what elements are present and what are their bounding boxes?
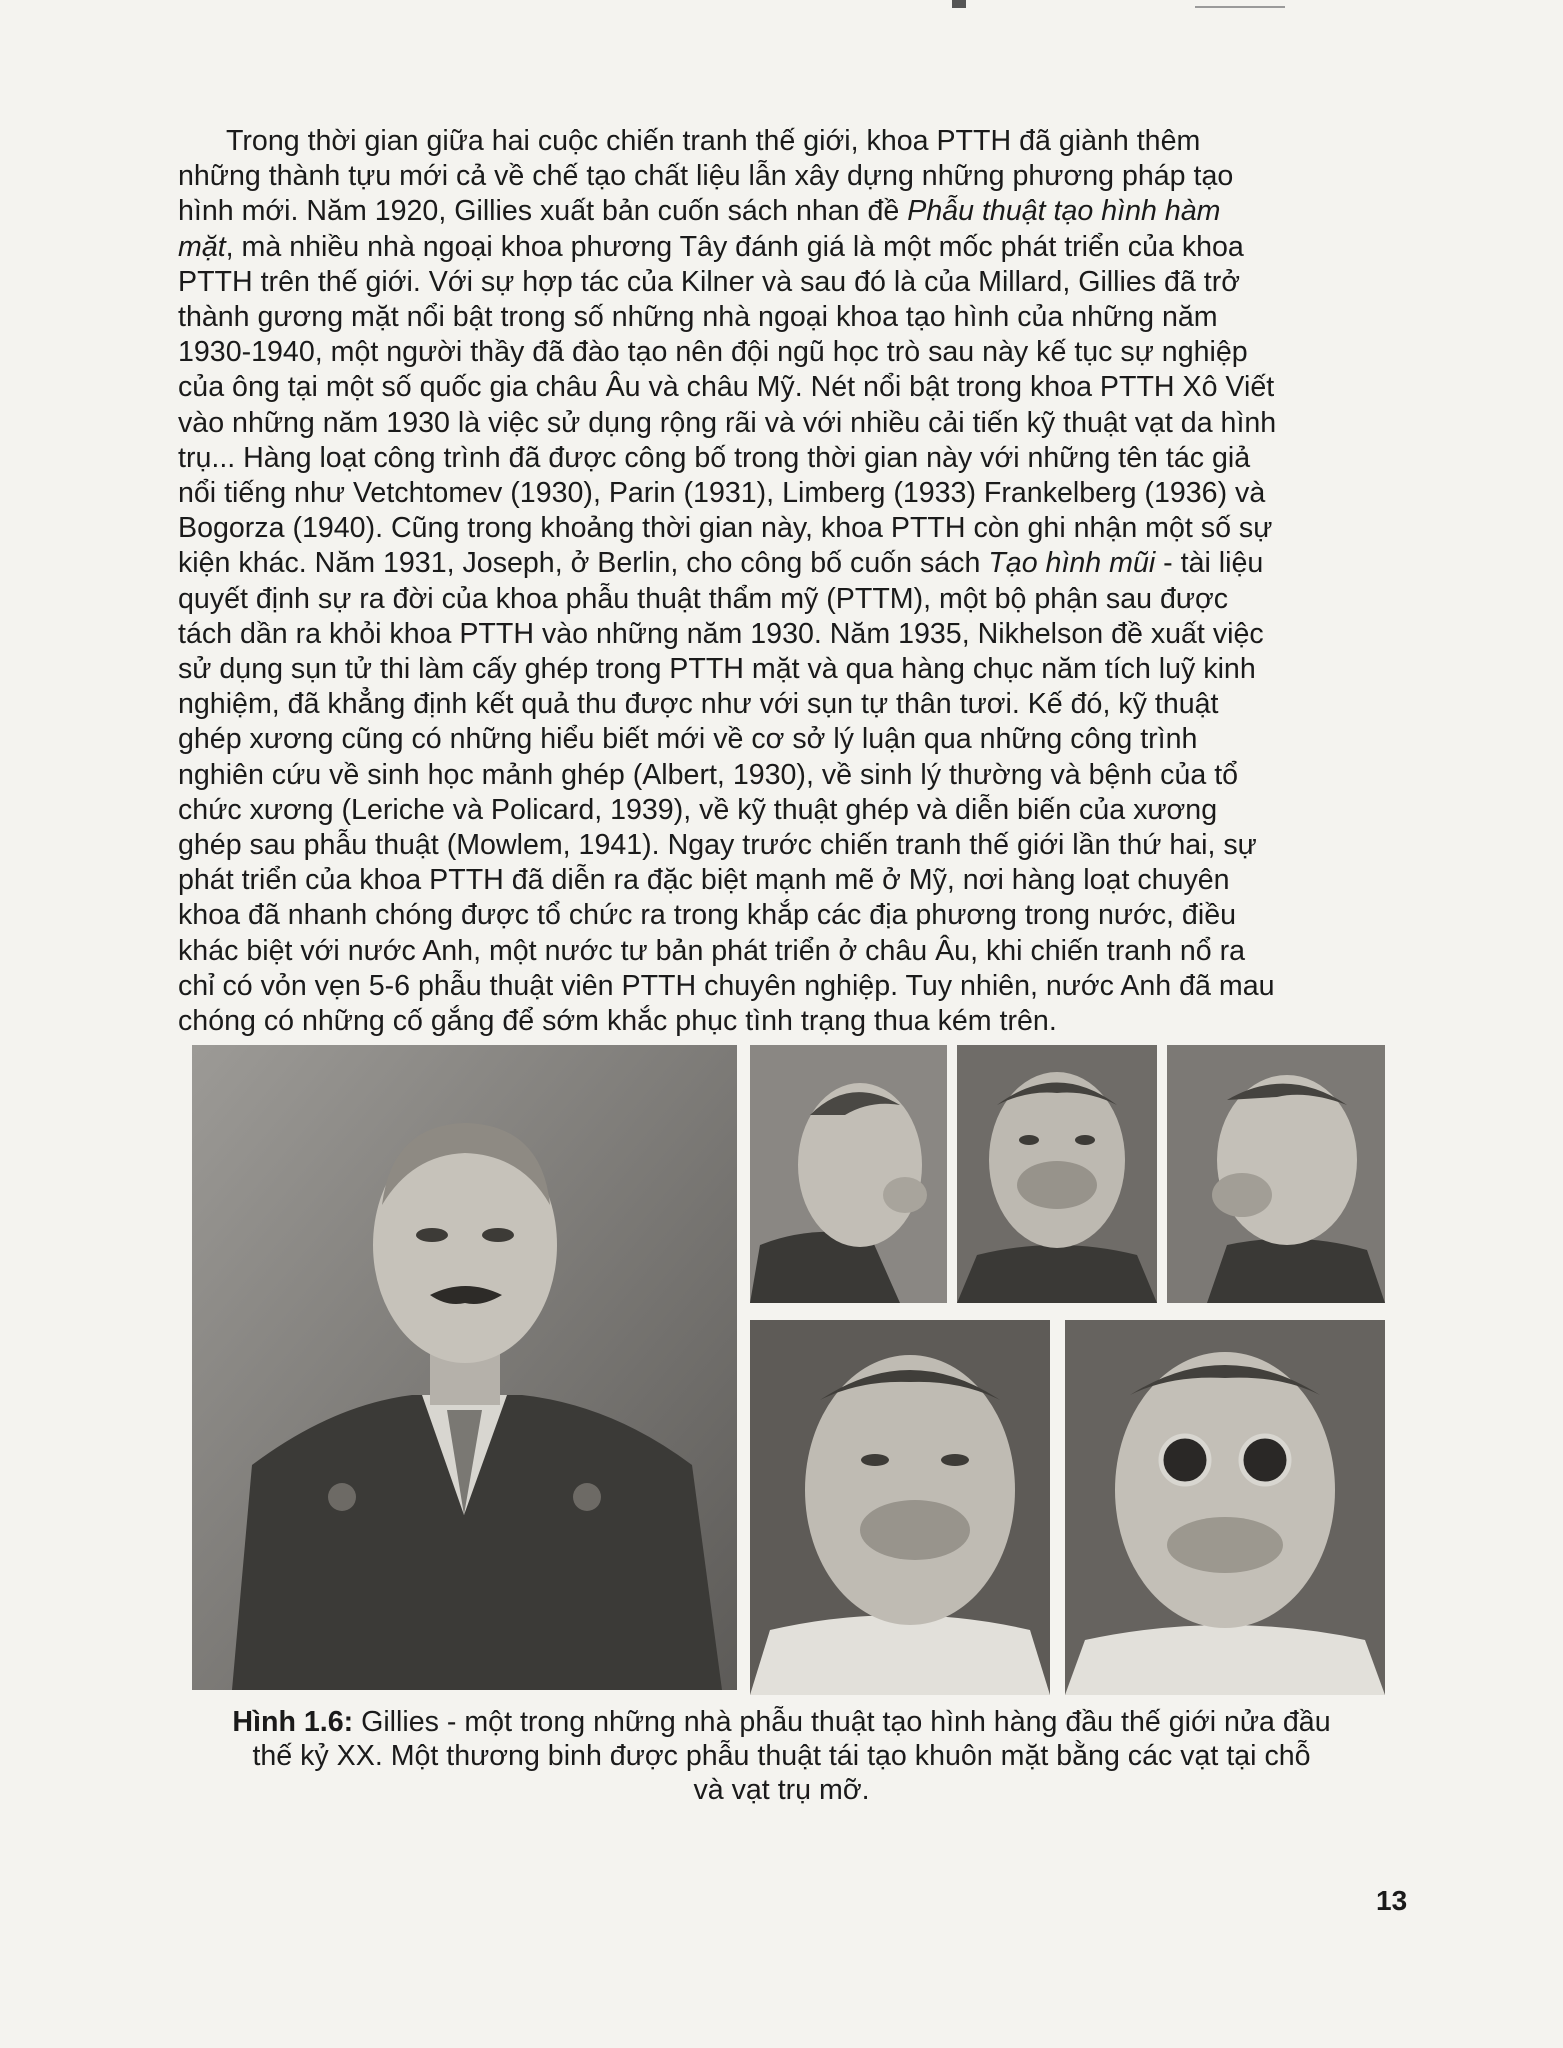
text-line: thành gương mặt nổi bật trong số những nhà ngoại khoa tạo hình của những năm bbox=[178, 301, 1218, 334]
text-line: khác biệt với nước Anh, một nước tư bản phát triển ở châu Âu, khi chiến tranh nổ ra bbox=[178, 934, 1246, 967]
text-line bbox=[178, 546, 1408, 581]
patient-photo-profile-left bbox=[1167, 1045, 1385, 1303]
patient-photo-front bbox=[957, 1045, 1157, 1303]
text-line: quyết định sự ra đời của khoa phẫu thuật thẩm mỹ (PTTM), một bộ phận sau được bbox=[178, 582, 1229, 615]
text-line: khoa đã nhanh chóng được tổ chức ra trong khắp các địa phương trong nước, điều bbox=[178, 899, 1236, 932]
text-line: chức xương (Leriche và Policard, 1939), về kỹ thuật ghép và diễn biến của xương bbox=[178, 793, 1218, 826]
text-run: , mà nhiều nhà ngoại khoa phương Tây đánh giá là một mốc phát triển của khoa bbox=[225, 230, 1244, 263]
scan-artifact bbox=[1195, 6, 1285, 8]
text-line: sử dụng sụn tử thi làm cấy ghép trong PTTH mặt và qua hàng chục năm tích luỹ kinh bbox=[178, 653, 1256, 686]
caption-text: thế kỷ XX. Một thương binh được phẫu thuật tái tạo khuôn mặt bằng các vạt tại chỗ bbox=[252, 1740, 1311, 1772]
text-line: Bogorza (1940). Cũng trong khoảng thời gian này, khoa PTTH còn ghi nhận một số sự bbox=[178, 512, 1273, 545]
text-line: nghiên cứu về sinh học mảnh ghép (Albert, 1930), về sinh lý thường và bệnh của tổ bbox=[178, 758, 1239, 791]
figure-1-6 bbox=[192, 1045, 1385, 1695]
body-paragraph bbox=[178, 124, 1408, 1039]
patient-photo-result-1 bbox=[750, 1320, 1050, 1695]
text-line: tách dần ra khỏi khoa PTTH vào những năm 1930. Năm 1935, Nikhelson đề xuất việc bbox=[178, 617, 1264, 650]
text-line: chỉ có vỏn vẹn 5-6 phẫu thuật viên PTTH chuyên nghiệp. Tuy nhiên, nước Anh đã mau bbox=[178, 969, 1275, 1002]
text-line: PTTH trên thế giới. Với sự hợp tác của Kilner và sau đó là của Millard, Gillies đã trở bbox=[178, 265, 1240, 298]
text-line: chóng có những cố gắng để sớm khắc phục tình trạng thua kém trên. bbox=[178, 1005, 1057, 1038]
text-line: ghép sau phẫu thuật (Mowlem, 1941). Ngay trước chiến tranh thế giới lần thứ hai, sự bbox=[178, 829, 1257, 862]
text-line: của ông tại một số quốc gia châu Âu và châu Mỹ. Nét nổi bật trong khoa PTTH Xô Viết bbox=[178, 371, 1275, 404]
text-line: nghiệm, đã khẳng định kết quả thu được như với sụn tự thân tươi. Kế đó, kỹ thuật bbox=[178, 688, 1219, 721]
text-line: ghép xương cũng có những hiểu biết mới về cơ sở lý luận qua những công trình bbox=[178, 723, 1198, 756]
text-line: nổi tiếng như Vetchtomev (1930), Parin (1931), Limberg (1933) Frankelberg (1936) và bbox=[178, 477, 1266, 510]
scan-artifact bbox=[952, 0, 966, 8]
caption-text: Gillies - một trong những nhà phẫu thuật tạo hình hàng đầu thế giới nửa đầu bbox=[353, 1706, 1331, 1738]
patient-photo-profile-right bbox=[750, 1045, 947, 1303]
caption-label: Hình 1.6: bbox=[232, 1706, 354, 1738]
text-line: phát triển của khoa PTTH đã diễn ra đặc biệt mạnh mẽ ở Mỹ, nơi hàng loạt chuyên bbox=[178, 864, 1230, 897]
text-line bbox=[178, 230, 1408, 265]
text-run: kiện khác. Năm 1931, Joseph, ở Berlin, cho công bố cuốn sách bbox=[178, 547, 981, 580]
figure-caption bbox=[140, 1705, 1423, 1807]
text-line: Trong thời gian giữa hai cuộc chiến tranh thế giới, khoa PTTH đã giành thêm bbox=[226, 125, 1201, 157]
text-line bbox=[178, 194, 1408, 229]
text-line: trụ... Hàng loạt công trình đã được công bố trong thời gian này với những tên tác giả bbox=[178, 441, 1251, 474]
text-line: 1930-1940, một người thầy đã đào tạo nên đội ngũ học trò sau này kế tục sự nghiệp bbox=[178, 336, 1248, 369]
patient-photo-result-2 bbox=[1065, 1320, 1385, 1695]
text-run: hình mới. Năm 1920, Gillies xuất bản cuốn sách nhan đề bbox=[178, 195, 900, 228]
text-line: vào những năm 1930 là việc sử dụng rộng rãi và với nhiều cải tiến kỹ thuật vạt da hình bbox=[178, 406, 1277, 439]
page-number: 13 bbox=[1376, 1885, 1408, 1916]
book-title: Tạo hình mũi bbox=[988, 547, 1156, 580]
book-title: Phẫu thuật tạo hình hàm bbox=[907, 195, 1221, 228]
text-line: những thành tựu mới cả về chế tạo chất liệu lẫn xây dựng những phương pháp tạo bbox=[178, 160, 1234, 193]
book-title-cont: mặt bbox=[178, 230, 226, 263]
text-run: - tài liệu bbox=[1155, 547, 1264, 580]
portrait-photo bbox=[192, 1045, 737, 1690]
caption-text: và vạt trụ mỡ. bbox=[693, 1774, 870, 1806]
